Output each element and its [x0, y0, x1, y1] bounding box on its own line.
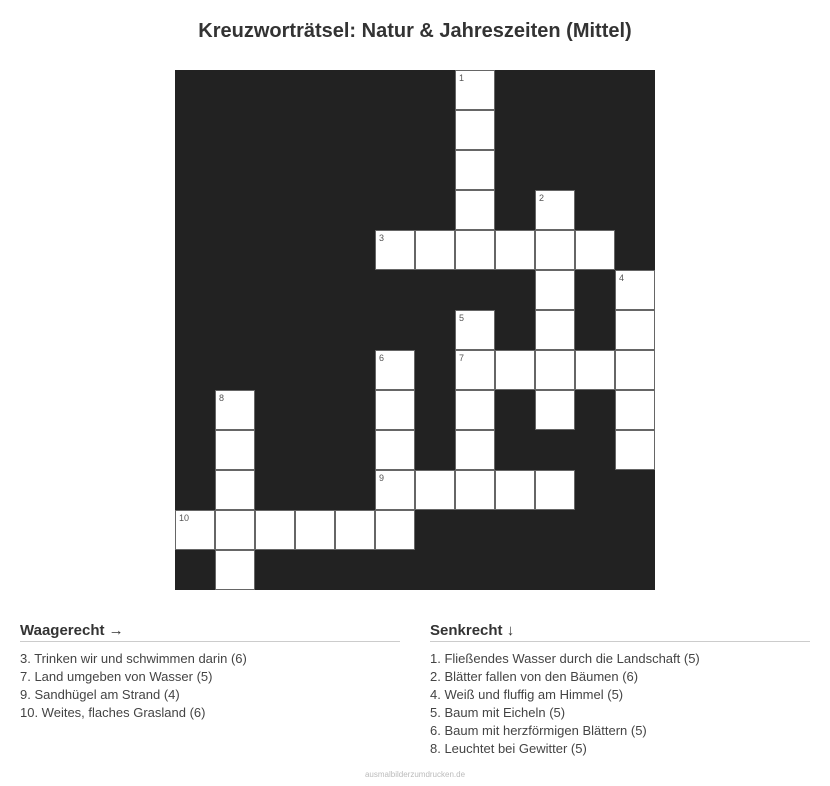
grid-cell[interactable] — [575, 230, 615, 270]
across-clue: 10. Weites, flaches Grasland (6) — [20, 705, 206, 720]
grid-cell[interactable] — [535, 230, 575, 270]
down-clues-section — [430, 622, 810, 758]
grid-cell[interactable] — [375, 510, 415, 550]
grid-cell[interactable] — [455, 350, 495, 390]
grid-cell[interactable] — [375, 470, 415, 510]
down-clue: 5. Baum mit Eicheln (5) — [430, 705, 566, 720]
grid-cell[interactable] — [535, 470, 575, 510]
grid-cell[interactable] — [415, 230, 455, 270]
grid-cell[interactable] — [495, 230, 535, 270]
grid-cell[interactable] — [455, 150, 495, 190]
grid-cell[interactable] — [455, 110, 495, 150]
grid-cell[interactable] — [215, 390, 255, 430]
across-clue: 3. Trinken wir und schwimmen darin (6) — [20, 651, 247, 666]
clue-number: 3 — [379, 233, 385, 243]
clue-number: 2 — [539, 193, 545, 203]
down-clue: 4. Weiß und fluffig am Himmel (5) — [430, 687, 624, 702]
down-clue-list — [430, 650, 810, 758]
grid-cell[interactable] — [495, 470, 535, 510]
grid-cell[interactable] — [455, 470, 495, 510]
grid-cell[interactable] — [375, 350, 415, 390]
grid-cell[interactable] — [535, 270, 575, 310]
grid-cell[interactable] — [215, 430, 255, 470]
grid-cell[interactable] — [615, 390, 655, 430]
down-heading-label: Senkrecht — [430, 622, 503, 639]
grid-cell[interactable] — [375, 390, 415, 430]
across-clue: 9. Sandhügel am Strand (4) — [20, 687, 180, 702]
down-clue: 6. Baum mit herzförmigen Blättern (5) — [430, 723, 647, 738]
grid-cell[interactable] — [335, 510, 375, 550]
grid-cell[interactable] — [575, 350, 615, 390]
clue-number: 6 — [379, 353, 385, 363]
down-clue: 8. Leuchtet bei Gewitter (5) — [430, 741, 587, 756]
across-clue-list — [20, 650, 400, 722]
grid-cell[interactable] — [255, 510, 295, 550]
across-clues-section — [20, 622, 400, 722]
grid-cell[interactable] — [455, 70, 495, 110]
grid-cell[interactable] — [535, 350, 575, 390]
grid-cell[interactable] — [375, 230, 415, 270]
grid-cell[interactable] — [295, 510, 335, 550]
page-title: Kreuzworträtsel: Natur & Jahreszeiten (Mittel) — [198, 20, 632, 42]
grid-cell[interactable] — [455, 430, 495, 470]
grid-cell[interactable] — [175, 510, 215, 550]
right-arrow-icon: → — [108, 622, 124, 639]
grid-cell[interactable] — [535, 190, 575, 230]
across-clue: 7. Land umgeben von Wasser (5) — [20, 669, 213, 684]
grid-cell[interactable] — [615, 350, 655, 390]
clue-number: 9 — [379, 473, 385, 483]
down-arrow-icon: ↓ — [506, 622, 515, 639]
footer-credit: ausmalbilderzumdrucken.de — [364, 770, 466, 779]
across-heading-label: Waagerecht — [20, 622, 105, 639]
grid-cell[interactable] — [215, 550, 255, 590]
grid-cell[interactable] — [375, 430, 415, 470]
clue-number: 8 — [219, 393, 225, 403]
down-clue: 2. Blätter fallen von den Bäumen (6) — [430, 669, 639, 684]
grid-cell[interactable] — [615, 310, 655, 350]
clue-number: 7 — [459, 353, 465, 363]
grid-cell[interactable] — [455, 230, 495, 270]
grid-cell[interactable] — [455, 390, 495, 430]
down-heading — [430, 622, 810, 642]
clue-number: 4 — [619, 273, 625, 283]
grid-cell[interactable] — [535, 310, 575, 350]
grid-cell[interactable] — [455, 310, 495, 350]
clue-number: 5 — [459, 313, 465, 323]
grid-cell[interactable] — [215, 470, 255, 510]
crossword-grid — [175, 70, 655, 590]
grid-cell[interactable] — [615, 270, 655, 310]
across-heading — [20, 622, 400, 642]
down-clue: 1. Fließendes Wasser durch die Landschaft (5) — [430, 651, 700, 666]
grid-cell[interactable] — [495, 350, 535, 390]
clue-number: 10 — [179, 513, 190, 523]
grid-cell[interactable] — [535, 390, 575, 430]
grid-cell[interactable] — [415, 470, 455, 510]
grid-cell[interactable] — [215, 510, 255, 550]
grid-cell[interactable] — [615, 430, 655, 470]
clue-number: 1 — [459, 73, 465, 83]
grid-cell[interactable] — [455, 190, 495, 230]
